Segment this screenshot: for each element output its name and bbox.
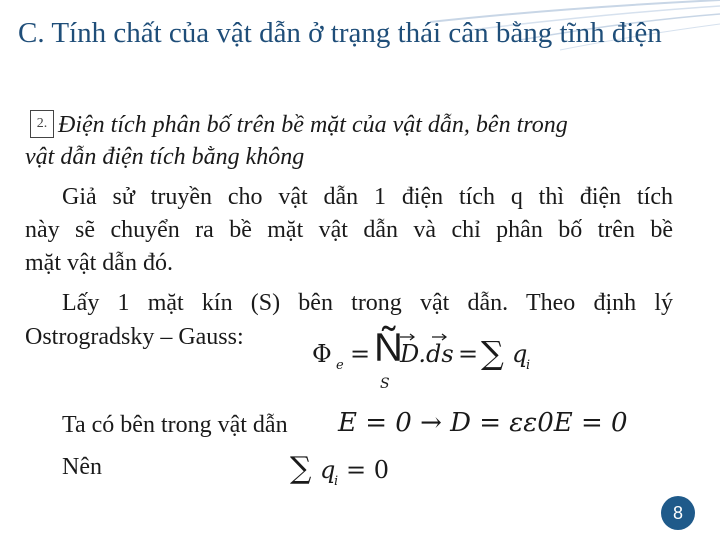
formula-q-sub: i	[526, 358, 531, 373]
formula-eq1: =	[350, 340, 371, 368]
formula-q: q	[512, 340, 528, 368]
paragraph3-text: Ta có bên trong vật dẫn	[62, 412, 288, 438]
vector-arrows	[396, 330, 452, 344]
slide-title: C. Tính chất của vật dẫn ở trạng thái cân bằng tĩnh điện	[18, 17, 662, 49]
paragraph2-line2: Ostrogradsky – Gauss:	[25, 324, 244, 350]
sum-symbol: ∑	[290, 451, 312, 486]
sum-q: q	[320, 456, 336, 484]
paragraph1-line3: mặt vật dẫn đó.	[25, 250, 173, 276]
bullet-heading-line2: vật dẫn điện tích bằng không	[25, 144, 305, 170]
bullet-glyph: 2.	[30, 110, 54, 138]
sum-q-sub: i	[334, 474, 339, 489]
paragraph1-line1: Giả sử truyền cho vật dẫn 1 điện tích q thì điện tích	[62, 184, 673, 210]
formula-integrand: D.ds	[400, 340, 454, 368]
formula-phi-sub: e	[336, 358, 344, 373]
formula-integral-sub: S	[380, 376, 390, 392]
sum-rest: = 0	[346, 456, 390, 484]
paragraph2-line1: Lấy 1 mặt kín (S) bên trong vật dẫn. Theo định lý	[62, 290, 673, 316]
formula-integral: Ñ	[374, 326, 403, 370]
bullet-heading-line1: Điện tích phân bố trên bề mặt của vật dẫn, bên trong	[58, 112, 568, 138]
paragraph1-line2: này sẽ chuyển ra bề mặt vật dẫn và chỉ phân bố trên bề	[25, 217, 673, 243]
formula-sum: ∑	[481, 334, 504, 372]
formula-eq2: =	[458, 340, 479, 368]
paragraph3-formula: E = 0 → D = εε0E = 0	[338, 408, 628, 438]
paragraph4-text: Nên	[62, 454, 102, 480]
page-number-badge: 8	[661, 496, 695, 530]
formula-phi: Φ	[312, 340, 332, 368]
